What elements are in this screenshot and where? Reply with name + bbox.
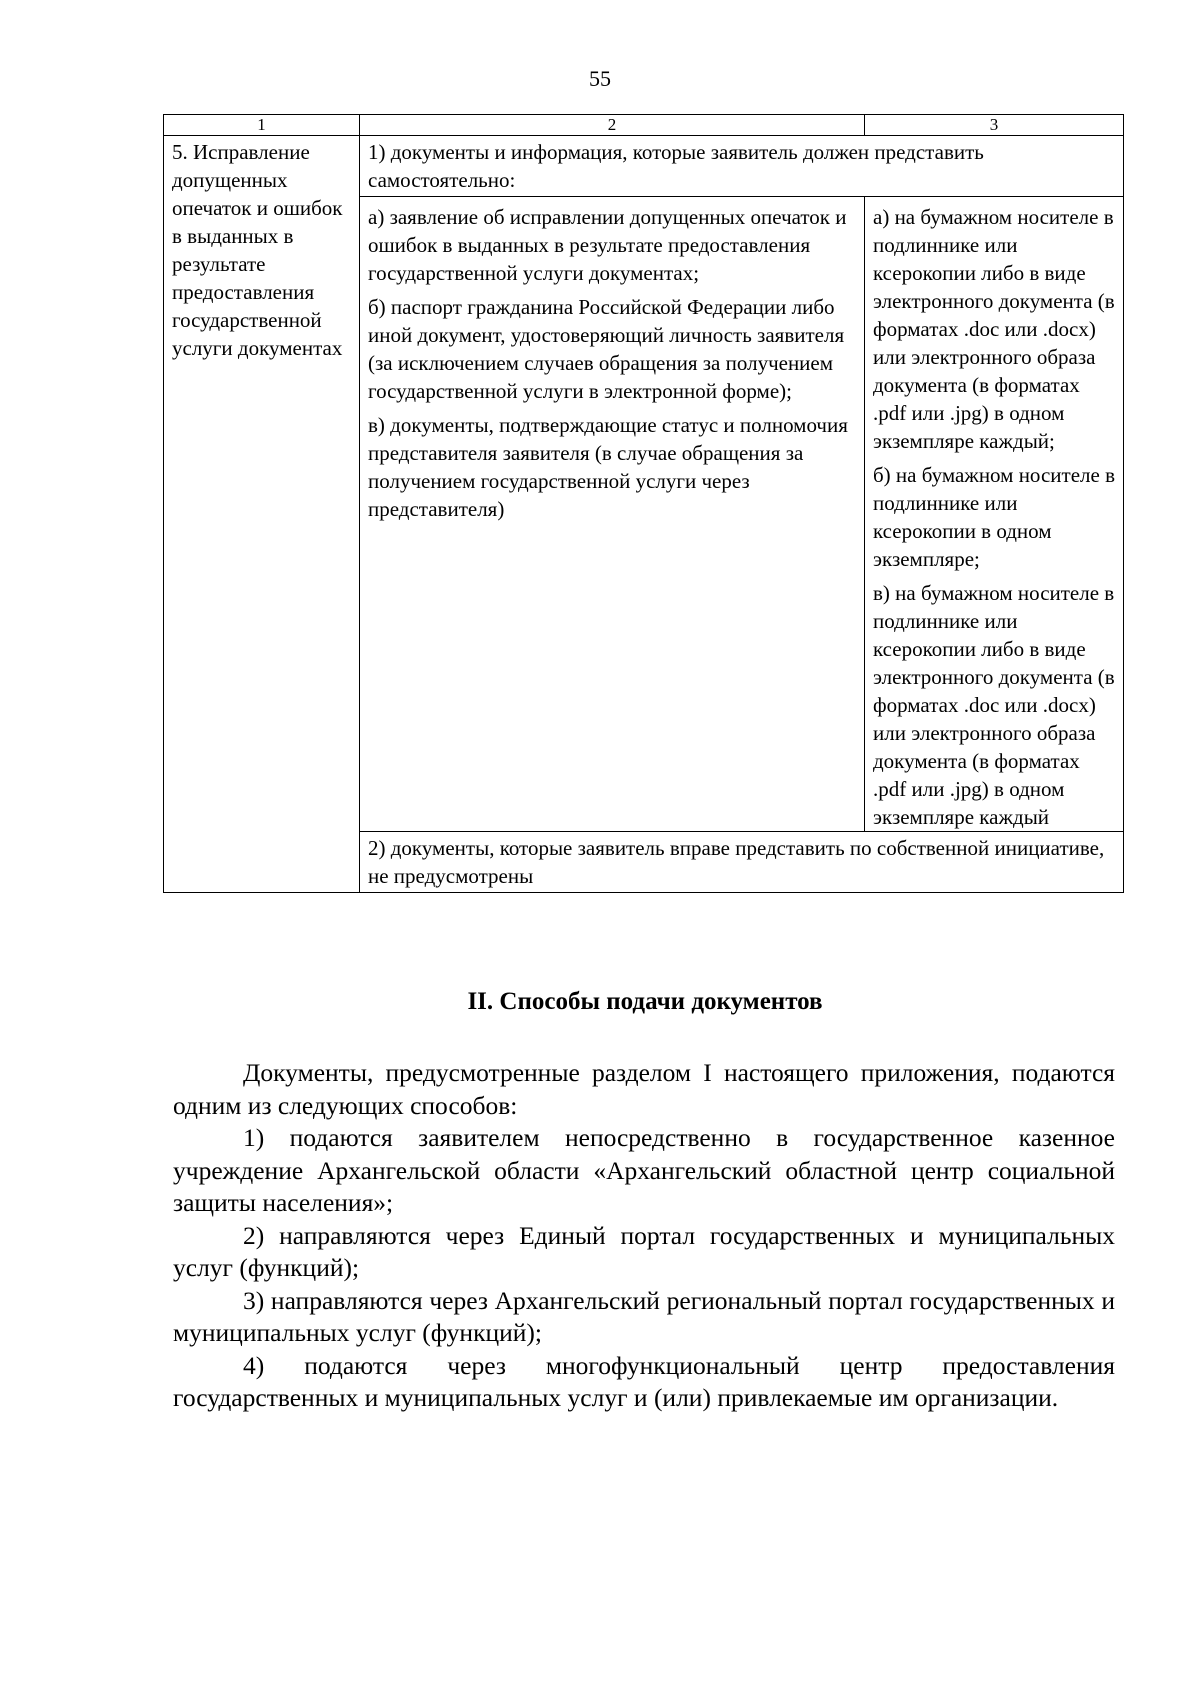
table-row xyxy=(164,136,1124,197)
document-list-cell xyxy=(360,197,865,832)
form-item-c: в) на бумажном носителе в подлиннике или ксерокопии либо в виде электронного документа (в форматах .doc или .docx) или электронного образа документа (в форматах .pdf или .jpg) в одном экземпляре каждый xyxy=(873,581,1115,829)
table-header-col-1: 1 xyxy=(164,115,360,136)
section-body xyxy=(173,1057,1115,1415)
table-header-col-3: 3 xyxy=(865,115,1124,136)
document-form-cell xyxy=(865,197,1124,832)
section-paragraph: 2) направляются через Единый портал государственных и муниципальных услуг (функций); xyxy=(173,1220,1115,1282)
required-docs-title-cell: 1) документы и информация, которые заявитель должен представить самостоятельно: xyxy=(360,136,1124,197)
document-item-a: а) заявление об исправлении допущенных опечаток и ошибок в выданных в результате предоставления государственной услуги документах; xyxy=(368,205,847,285)
table-header-col-2: 2 xyxy=(360,115,865,136)
form-item-b: б) на бумажном носителе в подлиннике или ксерокопии в одном экземпляре; xyxy=(873,463,1115,571)
form-item-a: а) на бумажном носителе в подлиннике или ксерокопии либо в виде электронного документа (в форматах .doc или .docx) или электронного образа документа (в форматах .pdf или .jpg) в одном экземпляре каждый; xyxy=(873,205,1115,453)
procedure-name-cell: 5. Исправление допущенных опечаток и ошибок в выданных в результате предоставления государственной услуги документах xyxy=(164,136,360,893)
documents-table xyxy=(163,114,1124,893)
section-paragraph: 1) подаются заявителем непосредственно в государственное казенное учреждение Архангельской области «Архангельский областной центр социальной защиты населения»; xyxy=(173,1123,1115,1217)
optional-docs-cell: 2) документы, которые заявитель вправе представить по собственной инициативе, не предусмотрены xyxy=(360,832,1124,893)
section-title: II. Способы подачи документов xyxy=(467,988,823,1015)
table-header-row xyxy=(164,115,1124,136)
page-number: 55 xyxy=(589,66,611,91)
document-item-b: б) паспорт гражданина Российской Федерации либо иной документ, удостоверяющий личность заявителя (за исключением случаев обращения за получением государственной услуги в электронной форме); xyxy=(368,295,845,403)
section-paragraph: 4) подаются через многофункциональный центр предоставления государственных и муниципальных услуг и (или) привлекаемые им организации. xyxy=(173,1350,1115,1412)
section-paragraph: Документы, предусмотренные разделом I настоящего приложения, подаются одним из следующих способов: xyxy=(173,1058,1115,1120)
section-paragraph: 3) направляются через Архангельский региональный портал государственных и муниципальных услуг (функций); xyxy=(173,1285,1115,1347)
document-item-c: в) документы, подтверждающие статус и полномочия представителя заявителя (в случае обращения за получением государственной услуги через представителя) xyxy=(368,413,848,521)
